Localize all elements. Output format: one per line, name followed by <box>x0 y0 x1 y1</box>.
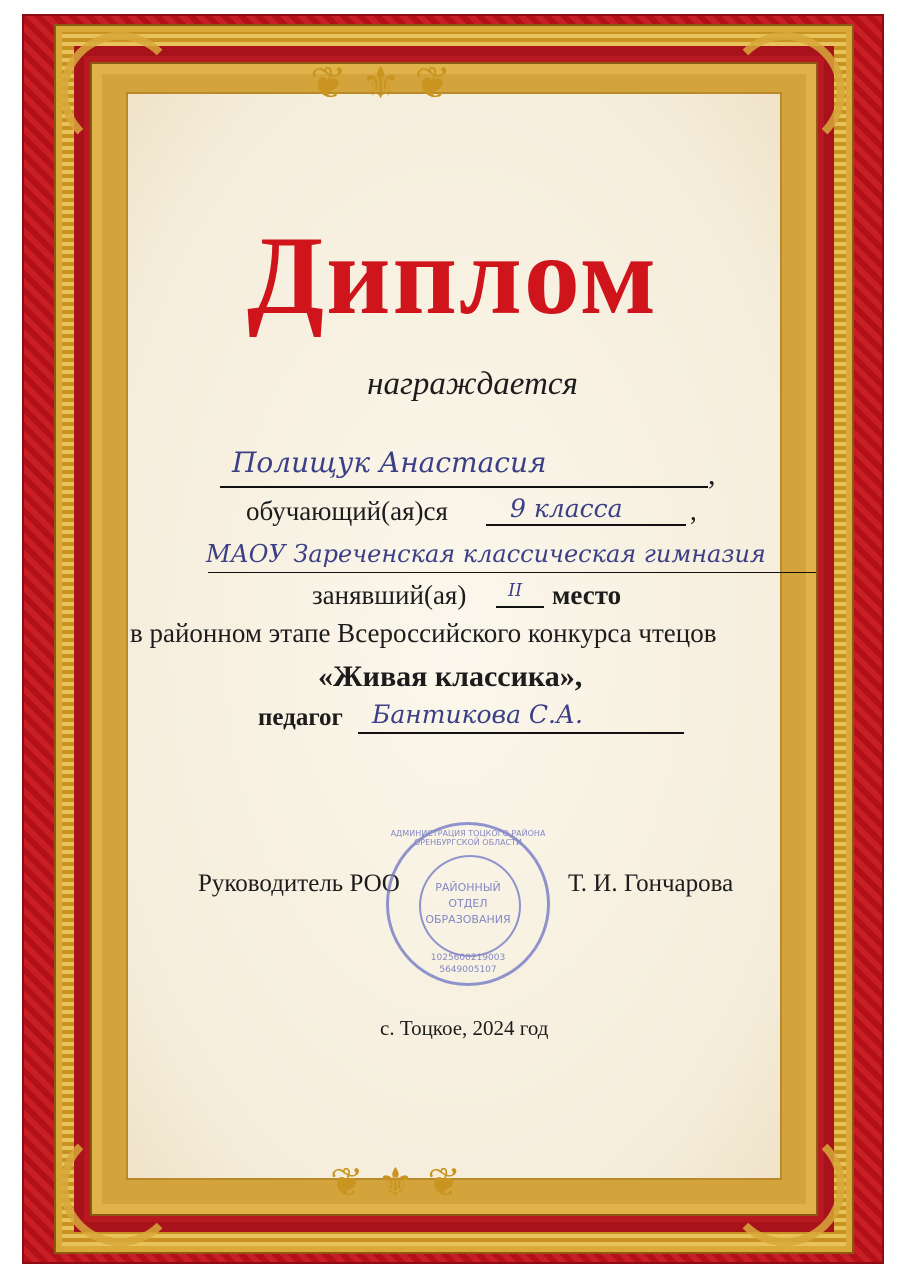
stamp-center-line2: ОТДЕЛ <box>448 897 488 910</box>
official-stamp-icon <box>386 822 550 986</box>
awarded-text: награждается <box>367 366 578 402</box>
contest-name: «Живая классика», <box>318 660 583 693</box>
corner-ornament-icon <box>725 32 845 152</box>
stamp-numbers1: 1025600219003 <box>430 953 506 963</box>
corner-ornament-icon <box>60 1126 180 1246</box>
stamp-numbers2: 5649005107 <box>439 965 497 975</box>
teacher-underline <box>358 732 684 734</box>
place-and-year: с. Тоцкое, 2024 год <box>380 1016 549 1040</box>
student-name: Полищук Анастасия <box>232 446 547 479</box>
bottom-fleur-ornament-icon: ❦⚜❦ <box>330 1160 475 1206</box>
school-name: МАОУ Зареченская классическая гимназия <box>206 540 766 568</box>
contest-line: в районном этапе Всероссийского конкурса чтецов <box>130 618 717 648</box>
head-label: Руководитель РОО <box>198 870 400 897</box>
name-comma: , <box>708 458 716 491</box>
grade-comma: , <box>690 496 697 526</box>
place-underline <box>496 606 544 608</box>
school-underline <box>208 572 816 573</box>
diploma-title: Диплом <box>246 214 659 338</box>
stamp-ring-text: АДМИНИСТРАЦИЯ ТОЦКОГО РАЙОНА ОРЕНБУРГСКОЙ ОБЛАСТИ <box>390 829 546 847</box>
teacher-label: педагог <box>258 704 343 731</box>
stamp-center-line3: ОБРАЗОВАНИЯ <box>425 913 511 926</box>
grade-underline <box>486 524 686 526</box>
corner-ornament-icon <box>725 1126 845 1246</box>
name-underline <box>220 486 708 488</box>
head-name: Т. И. Гончарова <box>568 870 734 897</box>
place-value: II <box>508 580 523 601</box>
corner-ornament-icon <box>60 32 180 152</box>
student-label: обучающий(ая)ся <box>246 496 448 526</box>
place-label: занявший(ая) <box>312 580 467 610</box>
teacher-name: Бантикова С.А. <box>372 700 583 729</box>
top-fleur-ornament-icon: ❦⚜❦ <box>310 58 466 109</box>
grade-value: 9 класса <box>510 494 623 523</box>
stamp-center-line1: РАЙОННЫЙ <box>435 881 501 894</box>
place-suffix: место <box>552 580 622 610</box>
